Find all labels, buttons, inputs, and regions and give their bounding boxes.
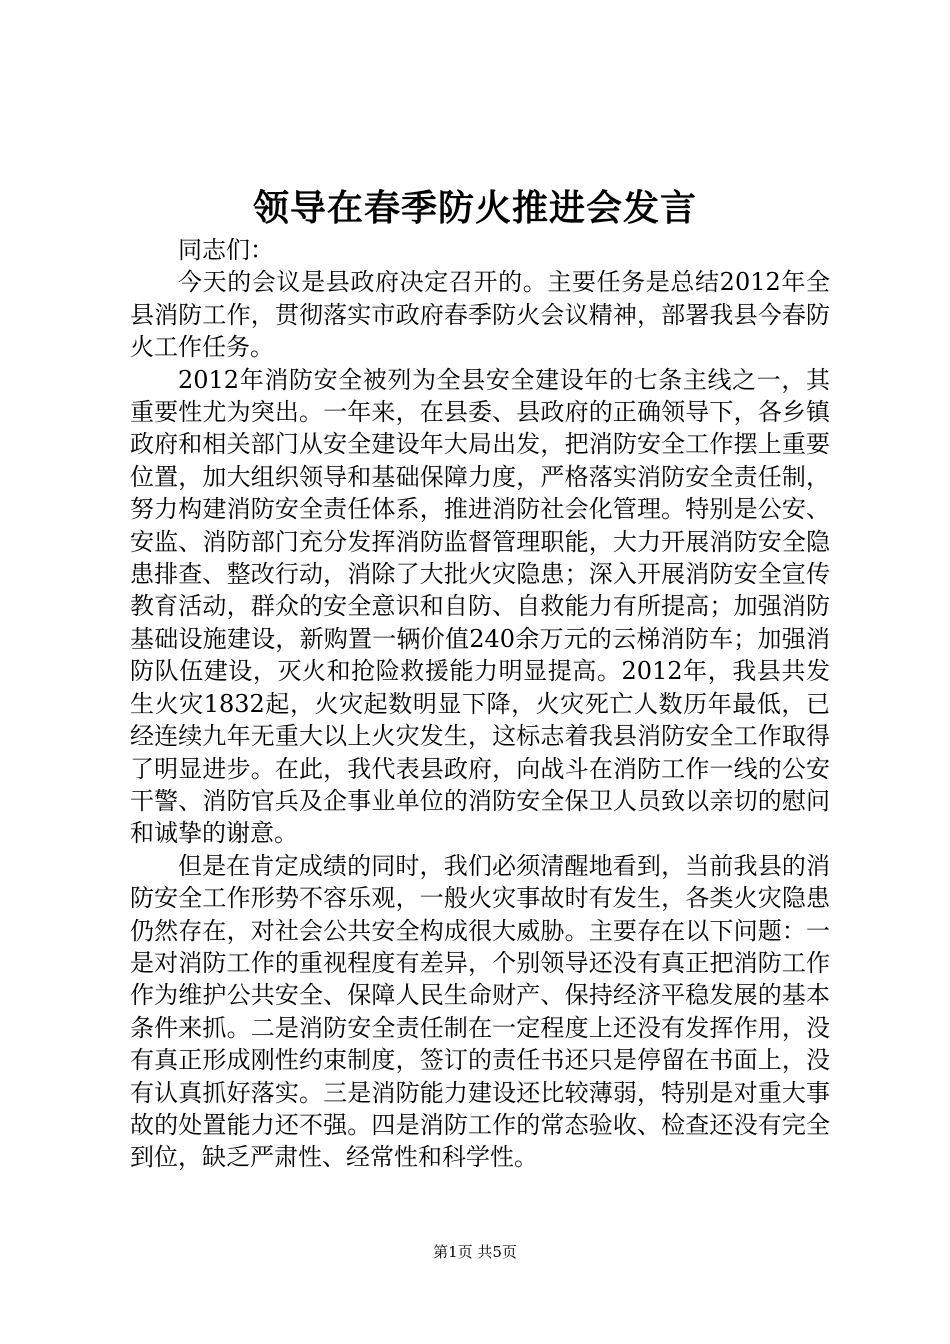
paragraph-problems: 但是在肯定成绩的同时，我们必须清醒地看到，当前我县的消防安全工作形势不容乐观，一般火灾事故时有发生，各类火灾隐患仍然存在，对社会公共安全构成很大威胁。主要存在以下问题：一是对消防工作的重视程度有差异，个别领导还没有真正把消防工作作为维护公共安全、保障人民生命财产、保持经济平稳发展的基本条件来抓。二是消防安全责任制在一定程度上还没有发挥作用，没有真正形成刚性约束制度，签订的责任书还只是停留在书面上，没有认真抓好落实。三是消防能力建设还比较薄弱，特别是对重大事故的处置能力还不强。四是消防工作的常态验收、检查还没有完全到位，缺乏严肃性、经常性和科学性。 bbox=[130, 851, 830, 1172]
salutation: 同志们： bbox=[178, 236, 274, 264]
paragraph-achievements: 2012年消防安全被列为全县安全建设年的七条主线之一，其重要性尤为突出。一年来，在县委、县政府的正确领导下，各乡镇政府和相关部门从安全建设年大局出发，把消防安全工作摆上重要位置，加大组织领导和基础保障力度，严格落实消防安全责任制，努力构建消防安全责任体系，推进消防社会化管理。特别是公安、安监、消防部门充分发挥消防监督管理职能，大力开展消防安全隐患排查、整改行动，消除了大批火灾隐患；深入开展消防安全宣传教育活动，群众的安全意识和自防、自救能力有所提高；加强消防基础设施建设，新购置一辆价值240余万元的云梯消防车；加强消防队伍建设，灭火和抢险救援能力明显提高。2012年，我县共发生火灾1832起，火灾起数明显下降，火灾死亡人数历年最低，已经连续九年无重大以上火灾发生，这标志着我县消防安全工作取得了明显进步。在此，我代表县政府，向战斗在消防工作一线的公安干警、消防官兵及企事业单位的消防安全保卫人员致以亲切的慰问和诚挚的谢意。 bbox=[130, 365, 830, 848]
paragraph-intro: 今天的会议是县政府决定召开的。主要任务是总结2012年全县消防工作，贯彻落实市政府春季防火会议精神，部署我县今春防火工作任务。 bbox=[130, 268, 830, 362]
page-footer: 第1页 共5页 bbox=[433, 1243, 517, 1261]
document-title: 领导在春季防火推进会发言 bbox=[252, 187, 697, 229]
document-body bbox=[130, 234, 830, 1174]
